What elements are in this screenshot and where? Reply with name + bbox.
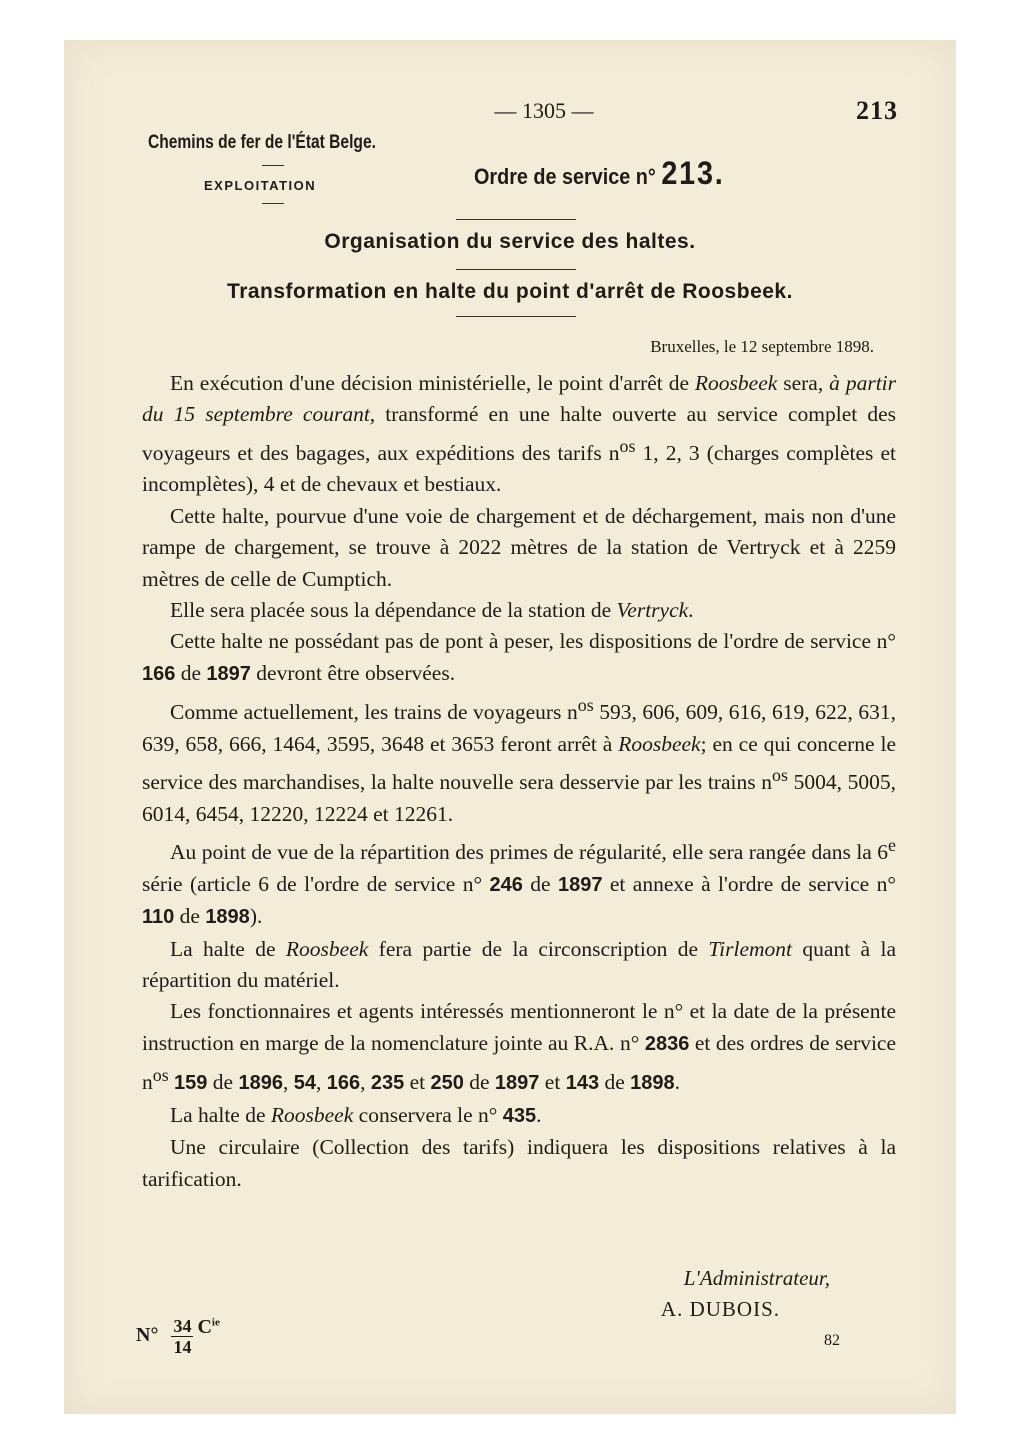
ref-numerator: 34 — [173, 1316, 192, 1336]
paragraph: Comme actuellement, les trains de voyageurs $n^{os}$ 593, 606, 609, 616, 619, 622, 631, 639, 658, 666, 1464, 3595, 3648 et 3653 feront arrêt à Roosbeek; en ce qui concerne le service des marchandises, la halte nouvelle sera desservie par les trains $n^{os}$ 5004, 5005, 6014, 6454, 12220, 12224 et 12261. — [142, 695, 897, 826]
place-name: Roosbeek — [694, 371, 778, 395]
subject-title: Organisation du service des haltes. — [324, 230, 696, 253]
ref-suffix: $C^{ie}$ — [197, 1316, 220, 1338]
detail-title: Transformation en halte du point d'arrêt de Roosbeek. — [227, 280, 793, 303]
paragraph: Une circulaire (Collection des tarifs) indiquera les dispositions relatives à la tarification. — [142, 1135, 896, 1191]
department-name: EXPLOITATION — [204, 178, 317, 193]
paragraph: En exécution d'une décision ministérielle, le point d'arrêt de Roosbeek sera, à partir du 15 septembre courant, transformé en une halte ouverte au service complet des voyageurs et des bagages, aux expéditions des tarifs $n^{os}$ 1, 2, 3 (charges complètes et incomplètes), 4 et de chevaux et bestiaux. — [142, 371, 897, 497]
page-number: — 1305 — — [494, 98, 594, 123]
signature-title: L'Administrateur, — [683, 1266, 830, 1290]
document-number: 213 — [856, 96, 898, 125]
signature-name: A. DUBOIS. — [660, 1297, 780, 1321]
footer-page-number: 82 — [824, 1332, 840, 1349]
divider — [456, 219, 576, 220]
paragraph: La halte de Roosbeek fera partie de la circonscription de Tirlemont quant à la répartition du matériel. — [142, 936, 897, 992]
paragraph: Elle sera placée sous la dépendance de la station de Vertryck. — [170, 598, 694, 622]
body-text — [142, 368, 896, 1195]
order-heading — [474, 155, 725, 192]
paragraph: Les fonctionnaires et agents intéressés mentionneront le n° et la date de la présente instruction en marge de la nomenclature jointe au R.A. n° 2836 et des ordres de service $n^{os}$ 159 de 1896, 54, 166, 235 et 250 de 1897 et 143 de 1898. — [142, 999, 897, 1095]
place-name: Roosbeek — [270, 1102, 354, 1127]
place-name: Roosbeek — [285, 936, 369, 961]
ref-fraction — [171, 1316, 193, 1357]
effective-date: à partir du 15 septembre courant — [142, 371, 897, 427]
ref-prefix: N° — [136, 1324, 159, 1347]
divider — [456, 269, 576, 270]
reference-number — [136, 1316, 220, 1357]
divider — [456, 316, 576, 317]
dateline: Bruxelles, le 12 septembre 1898. — [650, 337, 874, 356]
paragraph: Cette halte ne possédant pas de pont à peser, les dispositions de l'ordre de service n° 166 de 1897 devront être observées. — [142, 629, 896, 685]
divider — [262, 203, 284, 204]
order-number: 213. — [661, 155, 725, 191]
place-name: Roosbeek — [618, 731, 701, 756]
organization-name: Chemins de fer de l'État Belge. — [148, 132, 376, 153]
ref-denominator: 14 — [173, 1337, 192, 1357]
divider — [262, 165, 284, 166]
document-page — [64, 40, 956, 1414]
place-name: Vertryck — [616, 598, 689, 622]
paragraph: Cette halte, pourvue d'une voie de chargement et de déchargement, mais non d'une rampe de chargement, se trouve à 2022 mètres de la station de Vertryck et à 2259 mètres de celle de Cumptich. — [142, 503, 896, 591]
paragraph: Au point de vue de la répartition des primes de régularité, elle sera rangée dans la 6e série (article 6 de l'ordre de service n° 246 de 1897 et annexe à l'ordre de service n° 110 de 1898). — [142, 835, 896, 929]
place-name: Tirlemont — [708, 936, 793, 961]
paragraph: La halte de Roosbeek conservera le n° 435. — [170, 1102, 542, 1127]
order-prefix: Ordre de service n° — [474, 164, 656, 189]
